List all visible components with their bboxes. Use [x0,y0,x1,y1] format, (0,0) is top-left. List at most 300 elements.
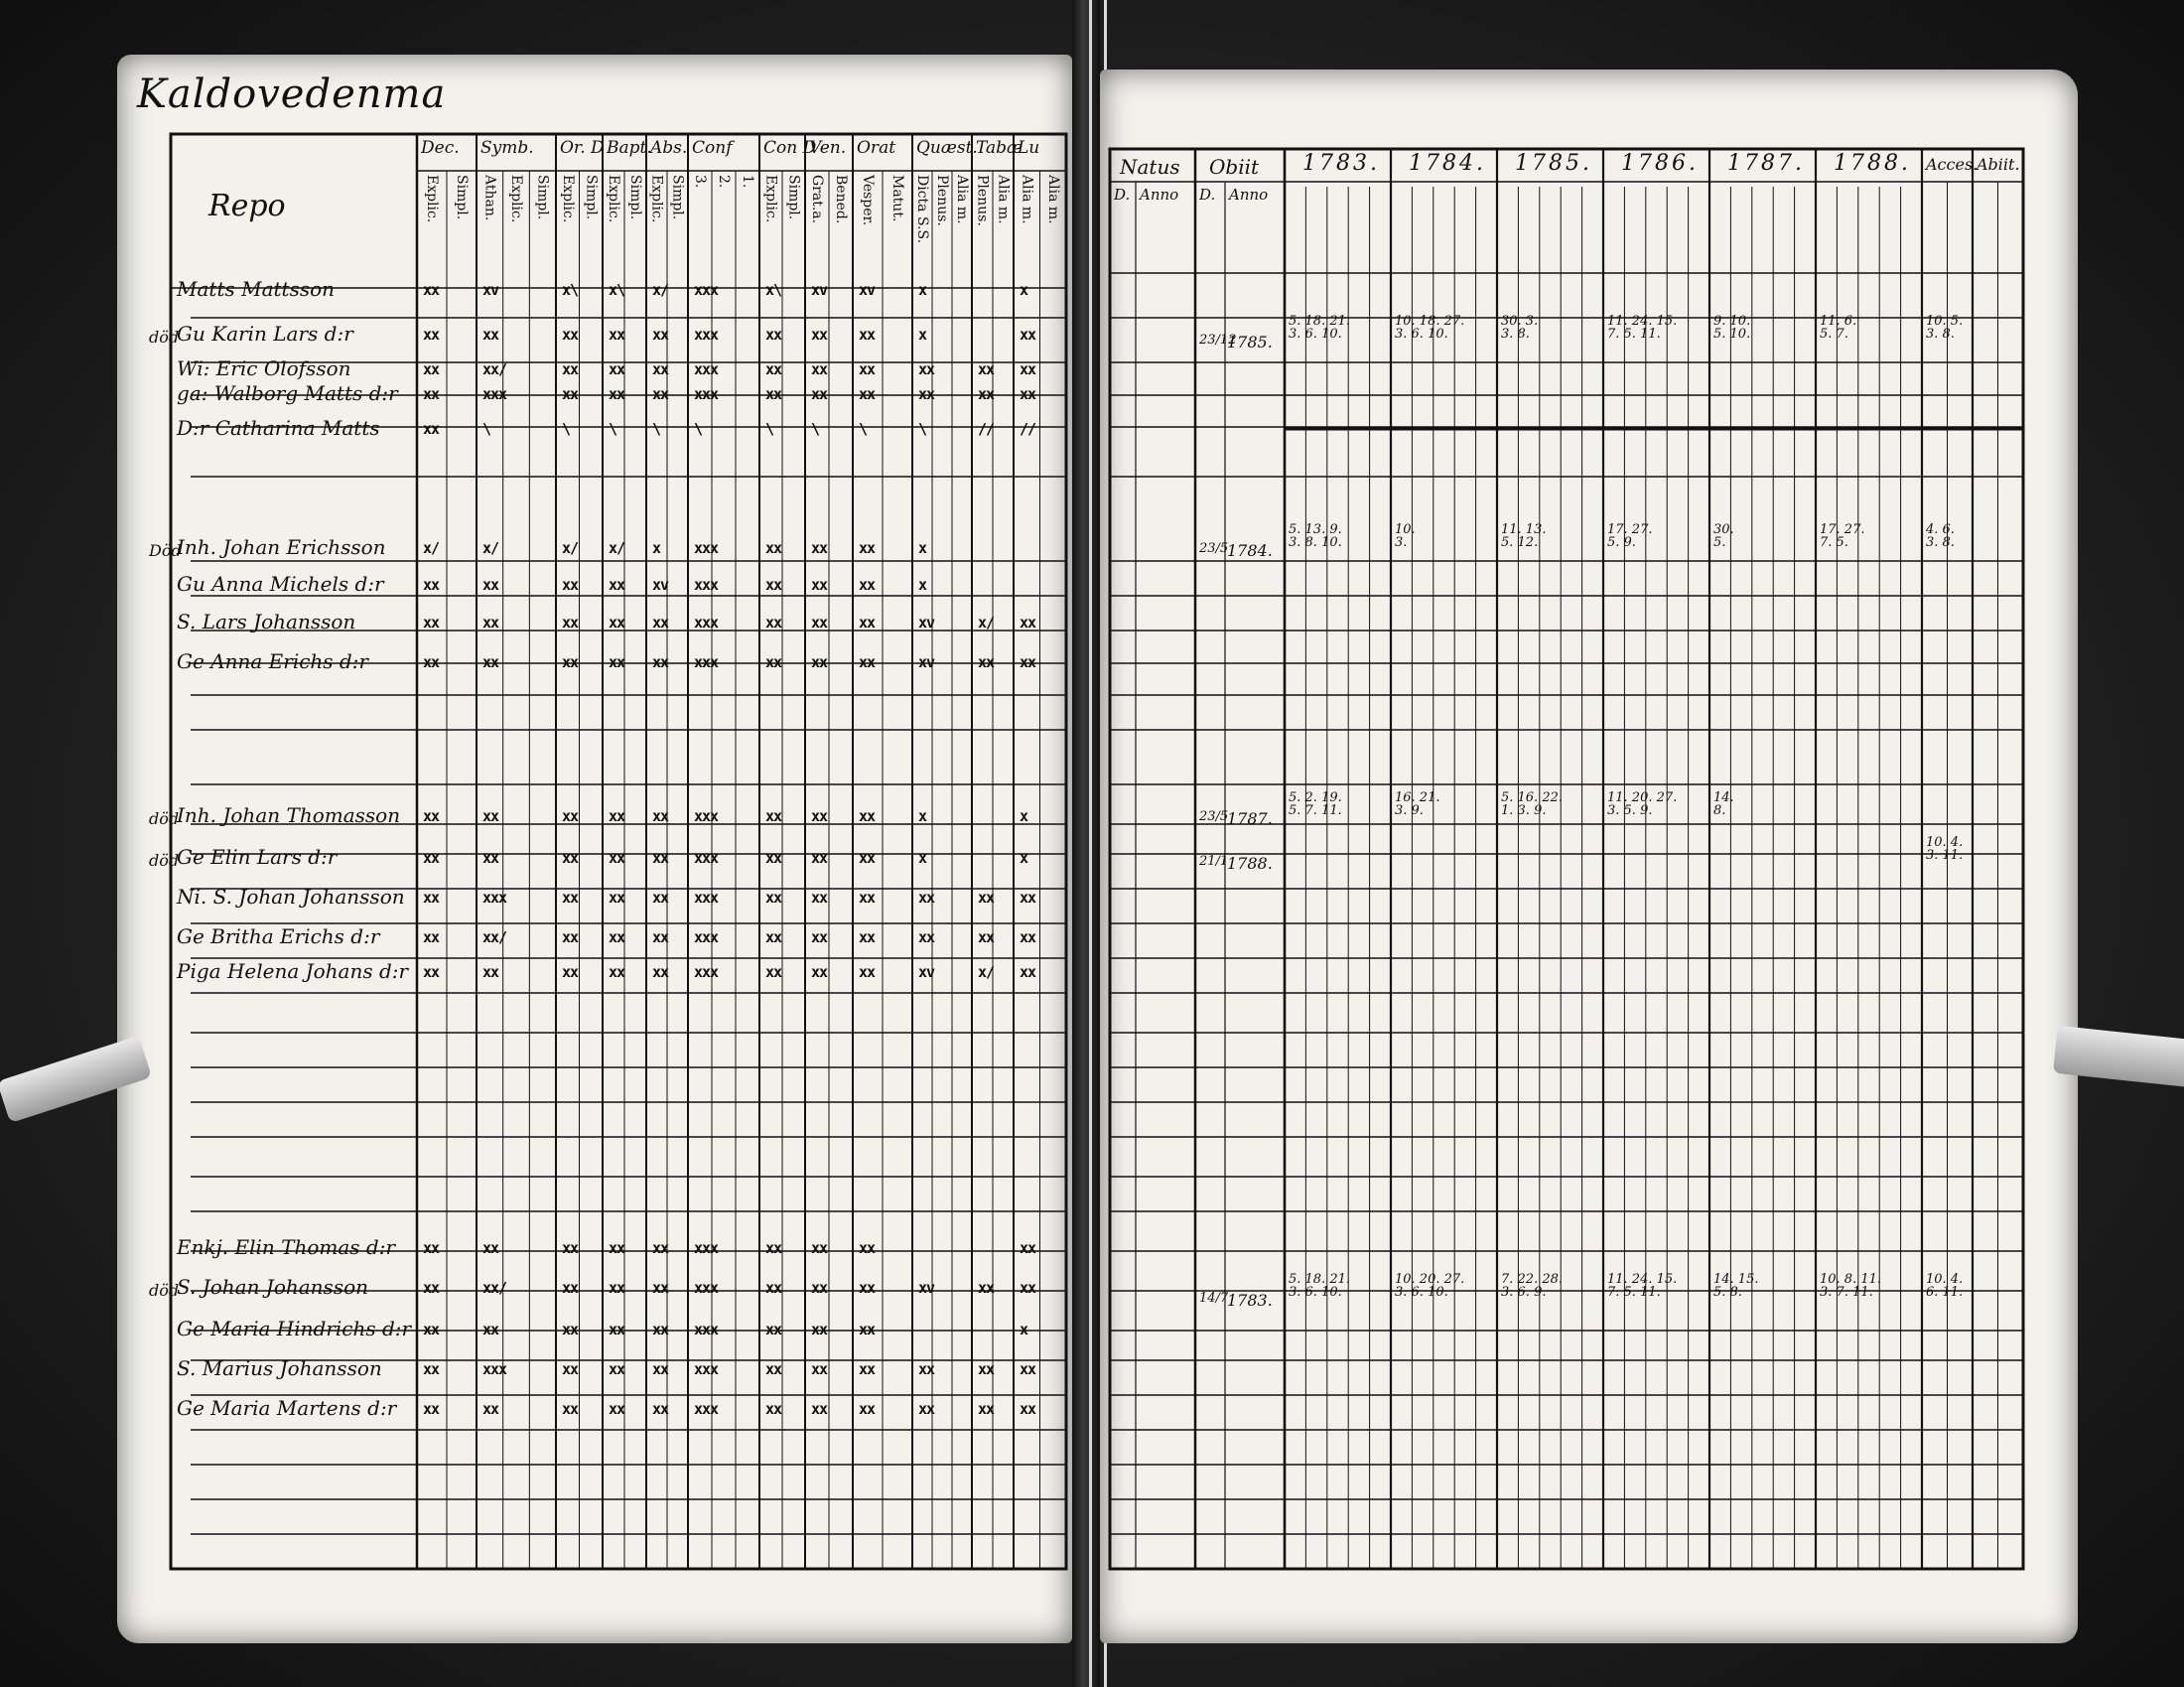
exam-marks: xx/ [482,1279,507,1297]
column-header: Lu [1018,138,1040,158]
exam-marks: xx [423,928,440,946]
exam-marks: xx [609,928,625,946]
person-name: Piga Helena Johans d:r [177,959,409,983]
column-subheader: Explic. [559,175,576,223]
exam-marks: xx [978,653,995,671]
exam-marks: xx [562,576,579,594]
exam-marks: xx [562,889,579,907]
column-subheader: Grat.a. [809,175,825,224]
person-name: Ge Maria Hindrichs d:r [177,1317,412,1340]
exam-marks: xx [918,928,935,946]
exam-marks: xxx [482,1360,507,1378]
exam-marks: xx [652,889,669,907]
exam-marks: xxx [694,281,719,299]
exam-marks: xxx [694,1400,719,1418]
exam-marks: xx [423,281,440,299]
person-name: Inh. Johan Erichsson [177,535,386,559]
person-name: S. Marius Johansson [177,1356,382,1380]
exam-marks: xx [1020,1279,1036,1297]
column-subheader: Plenus. [934,175,950,226]
exam-marks: xv [918,653,935,671]
column-subheader: Alia m. [1044,175,1061,224]
exam-record: 14. 8. [1713,790,1734,818]
exam-marks: xxx [694,1239,719,1257]
natus-header: Natus [1120,155,1180,179]
obiit-year: 1784. [1227,541,1273,560]
exam-marks: xx [811,614,828,632]
exam-marks: x [1020,807,1028,825]
exam-marks: xx [811,360,828,378]
exam-marks: x [652,539,661,557]
year-header: 1785. [1515,151,1592,176]
exam-marks: xx [609,1239,625,1257]
person-name: S. Johan Johansson [177,1275,368,1299]
exam-marks: xx [609,1400,625,1418]
exam-marks: xxx [694,928,719,946]
exam-marks: xx [423,614,440,632]
column-subheader: Explic. [762,175,779,223]
accessit-record: 10. 5. 3. 8. [1926,314,1964,342]
exam-marks: x/ [652,281,669,299]
exam-marks: xx [482,1239,499,1257]
exam-record: 11. 20. 27. 3. 5. 9. [1607,790,1678,818]
exam-record: 9. 10. 5. 10. [1713,314,1751,342]
column-subheader: Bened. [833,175,849,224]
exam-record: 17. 27. 7. 5. [1820,522,1865,550]
exam-marks: xx [978,928,995,946]
exam-marks: xx [609,1321,625,1338]
column-header: Ven. [809,138,847,158]
person-name: Gu Anna Michels d:r [177,572,384,596]
exam-marks: xx [765,1360,782,1378]
exam-marks: xx [765,849,782,867]
exam-marks: xx [811,653,828,671]
exam-marks: xx [859,807,876,825]
exam-marks: xx [482,614,499,632]
obiit-year: 1783. [1227,1291,1273,1310]
accessit-record: 10. 4. 3. 11. [1926,835,1964,863]
exam-marks: xx [609,963,625,981]
column-header: Con D [763,138,817,158]
death-mark: död [149,328,180,347]
exam-marks: xx [423,1239,440,1257]
exam-marks: xx [423,1321,440,1338]
column-subheader: Simpl. [785,175,802,220]
exam-marks: xx [562,963,579,981]
exam-marks: xxx [694,849,719,867]
exam-marks: xxx [694,807,719,825]
obiit-year: 1788. [1227,854,1273,873]
exam-marks: xx [978,1279,995,1297]
exam-marks: xxx [694,360,719,378]
column-subheader: Explic. [424,175,440,223]
person-name: Inh. Johan Thomasson [177,803,401,827]
exam-marks: x\ [609,281,625,299]
exam-marks: xx [482,807,499,825]
exam-marks: xx [811,539,828,557]
exam-marks: xv [918,614,935,632]
year-header: 1784. [1409,151,1486,176]
exam-marks: xxx [694,326,719,344]
obiit-day: 23/5 [1199,541,1229,556]
exam-marks: xx [1020,1239,1036,1257]
exam-marks: xx/ [482,928,507,946]
exam-record: 11. 6. 5. 7. [1820,314,1857,342]
exam-marks: xx [859,385,876,403]
obiit-day: 23/5 [1199,809,1229,824]
column-header: Or. D [560,138,605,158]
obiit-sub-header: D. [1199,186,1216,204]
person-name: Ge Britha Erichs d:r [177,924,380,948]
person-name: S. Lars Johansson [177,610,356,633]
exam-marks: xx [1020,653,1036,671]
exam-marks: xxx [482,385,507,403]
exam-marks: xx [652,1239,669,1257]
exam-marks: xxx [482,889,507,907]
parish-title: Kaldovedenma [137,71,447,117]
exam-marks: xx [811,849,828,867]
exam-marks: x [1020,281,1028,299]
exam-marks: x/ [609,539,625,557]
exam-marks: x [1020,849,1028,867]
natus-sub-header: Anno [1140,186,1179,204]
exam-marks: xxx [694,963,719,981]
exam-marks: xx [652,653,669,671]
exam-marks: xx [562,360,579,378]
column-subheader: Athan. [481,175,498,221]
exam-marks: xx [811,807,828,825]
exam-marks: xx [918,1400,935,1418]
natus-sub-header: D. [1114,186,1131,204]
exam-record: 11. 24. 15. 7. 5. 11. [1607,314,1678,342]
exam-marks: xx [482,1400,499,1418]
column-subheader: 2. [716,175,732,189]
exam-marks: xx [423,1360,440,1378]
exam-marks: xx [811,1360,828,1378]
obiit-day: 21/1 [1199,854,1229,869]
exam-marks: xv [918,1279,935,1297]
person-name: Matts Mattsson [177,277,336,301]
exam-marks: xx [859,614,876,632]
exam-marks: xx [859,326,876,344]
exam-marks: xx [918,889,935,907]
accessit-record: 4. 6. 3. 8. [1926,522,1955,550]
exam-marks: xx [765,1239,782,1257]
year-header: 1788. [1834,151,1911,176]
exam-marks: xx [609,889,625,907]
exam-marks: xxx [694,576,719,594]
person-name: ga: Walborg Matts d:r [177,381,398,405]
exam-record: 11. 13. 5. 12. [1501,522,1547,550]
exam-marks: xx [652,807,669,825]
exam-marks: xx [765,889,782,907]
exam-marks: xx [652,1400,669,1418]
exam-marks: x [1020,1321,1028,1338]
exam-record: 5. 16. 22. 1. 3. 9. [1501,790,1564,818]
exam-marks: x/ [482,539,499,557]
exam-marks: xx [562,1321,579,1338]
exam-marks: xx [1020,614,1036,632]
exam-marks: xx [609,849,625,867]
column-subheader: Plenus. [974,175,991,226]
exam-marks: xx [765,360,782,378]
exam-marks: xx [811,928,828,946]
exam-marks: xxx [694,1279,719,1297]
person-name: Ge Maria Martens d:r [177,1396,397,1420]
exam-marks: xx [859,653,876,671]
exam-marks: xx [482,849,499,867]
exam-marks: // [1020,420,1036,438]
accessit-record: 10. 4. 6. 11. [1926,1272,1964,1300]
exam-record: 5. 18. 21. 3. 6. 10. [1289,1272,1351,1300]
exam-marks: xx [609,360,625,378]
exam-marks: xx [562,385,579,403]
exam-marks: xx [859,576,876,594]
exam-marks: xx [1020,1400,1036,1418]
exam-record: 7. 22. 28. 3. 6. 9. [1501,1272,1564,1300]
exam-marks: xx [978,889,995,907]
exam-marks: xxx [694,539,719,557]
exam-record: 5. 18. 21. 3. 6. 10. [1289,314,1351,342]
exam-marks: xv [918,963,935,981]
year-header: 1783. [1302,151,1380,176]
exam-marks: xx [652,1321,669,1338]
column-header: Bapt. [607,138,652,158]
exam-marks: xx [859,360,876,378]
exam-marks: xx [859,963,876,981]
person-name: Wi: Eric Olofsson [177,356,351,380]
exam-marks: xx [765,1400,782,1418]
column-subheader: 1. [740,175,755,189]
exam-marks: xx [811,385,828,403]
death-mark: Död [149,541,182,560]
exam-marks: x [918,807,927,825]
column-subheader: 3. [692,175,708,189]
column-subheader: Dicta S.S. [914,175,930,244]
column-subheader: Alia m. [954,175,970,224]
exam-marks: xx [482,653,499,671]
exam-marks: xx [482,963,499,981]
exam-marks: xx [423,849,440,867]
exam-marks: x [918,326,927,344]
exam-marks: xx [423,385,440,403]
exam-marks: xx [562,1400,579,1418]
exam-marks: xx [652,928,669,946]
exam-marks: x/ [423,539,440,557]
exam-record: 10. 18. 27. 3. 6. 10. [1395,314,1465,342]
exam-marks: \ [562,420,571,438]
exam-marks: xx [918,360,935,378]
obiit-year: 1787. [1227,809,1273,828]
exam-marks: xx [811,576,828,594]
exam-marks: \ [609,420,617,438]
exam-marks: xx [811,326,828,344]
column-header: Conf [692,138,733,158]
column-subheader: Simpl. [669,175,686,220]
exam-marks: xx [652,849,669,867]
exam-marks: xx [811,1239,828,1257]
exam-marks: xx [811,1400,828,1418]
exam-marks: xx [423,653,440,671]
exam-marks: xv [859,281,876,299]
exam-marks: xx [562,849,579,867]
exam-marks: xx [652,326,669,344]
exam-marks: xx [859,1360,876,1378]
death-mark: död [149,851,180,870]
exam-marks: xx [1020,889,1036,907]
exam-marks: xx [765,326,782,344]
exam-marks: xx [1020,963,1036,981]
exam-marks: x [918,849,927,867]
exam-marks: xx [1020,1360,1036,1378]
exam-marks: xx [609,653,625,671]
exam-marks: xx [765,807,782,825]
column-subheader: Alia m. [1019,175,1035,224]
exam-marks: x [918,539,927,557]
obiit-day: 23/12 [1199,333,1237,348]
exam-marks: xx [609,614,625,632]
exam-marks: xx [859,1239,876,1257]
exam-marks: xx [765,576,782,594]
exam-marks: xx [609,326,625,344]
column-header: Tabæ [976,138,1024,158]
exam-marks: xx [978,1360,995,1378]
exam-record: 14. 15. 5. 8. [1713,1272,1759,1300]
person-name: D:r Catharina Matts [177,416,380,440]
exam-marks: xx [811,963,828,981]
column-subheader: Simpl. [454,175,470,220]
exam-marks: xxx [694,889,719,907]
person-name: Enkj. Elin Thomas d:r [177,1235,396,1259]
exam-marks: xx [859,928,876,946]
exam-marks: xxx [694,614,719,632]
exam-marks: xx [652,614,669,632]
exam-marks: xx [1020,385,1036,403]
exam-record: 30. 3. 3. 8. [1501,314,1539,342]
exam-marks: xv [482,281,499,299]
exam-marks: xx [859,1400,876,1418]
exam-marks: xx [765,1321,782,1338]
exam-record: 10. 20. 27. 3. 6. 10. [1395,1272,1465,1300]
exam-marks: \ [765,420,774,438]
exam-marks: // [978,420,995,438]
exam-marks: xx [423,807,440,825]
exam-marks: xx [811,1279,828,1297]
exam-marks: xx [765,1279,782,1297]
exam-marks: xx [562,614,579,632]
exam-marks: x [918,576,927,594]
person-name: Gu Karin Lars d:r [177,322,353,346]
exam-marks: \ [482,420,491,438]
exam-marks: x/ [562,539,579,557]
exam-marks: xx [482,1321,499,1338]
exam-marks: xx [609,385,625,403]
exam-record: 11. 24. 15. 7. 5. 11. [1607,1272,1678,1300]
exam-marks: xx [562,326,579,344]
exam-marks: xv [652,576,669,594]
column-header: Dec. [421,138,460,158]
exam-marks: xx [423,1400,440,1418]
exam-marks: x [918,281,927,299]
exam-marks: \ [652,420,661,438]
exam-marks: xx [482,576,499,594]
exam-marks: xx [811,1321,828,1338]
column-subheader: Explic. [606,175,621,223]
exam-marks: xx [652,1279,669,1297]
exam-marks: xx [562,928,579,946]
person-name: Ni. S. Johan Johansson [177,885,405,909]
person-name: Ge Elin Lars d:r [177,845,338,869]
exam-record: 17. 27. 5. 9. [1607,522,1653,550]
column-subheader: Simpl. [627,175,643,220]
exam-marks: xx [652,385,669,403]
exam-marks: xx [652,360,669,378]
exam-marks: xxx [694,1360,719,1378]
column-subheader: Matut. [889,175,905,222]
exam-marks: xx [562,1279,579,1297]
abiit-header: Abiit. [1977,155,2020,174]
exam-marks: xx [1020,360,1036,378]
exam-marks: xx [423,889,440,907]
exam-marks: \ [811,420,820,438]
exam-marks: xx [1020,326,1036,344]
exam-marks: xx [859,889,876,907]
exam-marks: xx [978,360,995,378]
exam-marks: xx [918,1360,935,1378]
exam-marks: xv [811,281,828,299]
obiit-year: 1785. [1227,333,1273,351]
column-header: Abs. [650,138,688,158]
exam-marks: xx/ [482,360,507,378]
accessit-header: Acces. [1926,155,1979,174]
year-header: 1787. [1727,151,1805,176]
exam-marks: xxx [694,1321,719,1338]
obiit-sub-header: Anno [1229,186,1269,204]
exam-record: 5. 13. 9. 3. 8. 10. [1289,522,1342,550]
exam-marks: \ [859,420,868,438]
exam-marks: xx [978,385,995,403]
column-subheader: Explic. [508,175,524,223]
exam-marks: xxx [694,385,719,403]
exam-marks: xx [765,614,782,632]
column-subheader: Alia m. [995,175,1012,224]
exam-marks: xx [859,849,876,867]
exam-marks: xx [609,1360,625,1378]
exam-marks: xx [765,928,782,946]
exam-marks: xx [765,963,782,981]
exam-marks: xx [765,385,782,403]
exam-marks: x\ [562,281,579,299]
exam-marks: xx [423,326,440,344]
exam-marks: xx [918,385,935,403]
year-header: 1786. [1621,151,1699,176]
exam-marks: xx [765,653,782,671]
obiit-header: Obiit [1209,155,1260,179]
exam-marks: xx [423,576,440,594]
exam-marks: xx [562,1360,579,1378]
column-header: Symb. [480,138,534,158]
column-subheader: Vesper. [860,175,876,226]
exam-marks: xx [609,807,625,825]
exam-marks: xx [562,807,579,825]
exam-record: 10. 8. 11. 3. 7. 11. [1820,1272,1882,1300]
exam-marks: xx [652,1360,669,1378]
column-subheader: Explic. [648,175,665,223]
exam-marks: xx [423,420,440,438]
exam-marks: xx [859,1279,876,1297]
exam-marks: xx [423,1279,440,1297]
exam-marks: xx [609,1279,625,1297]
